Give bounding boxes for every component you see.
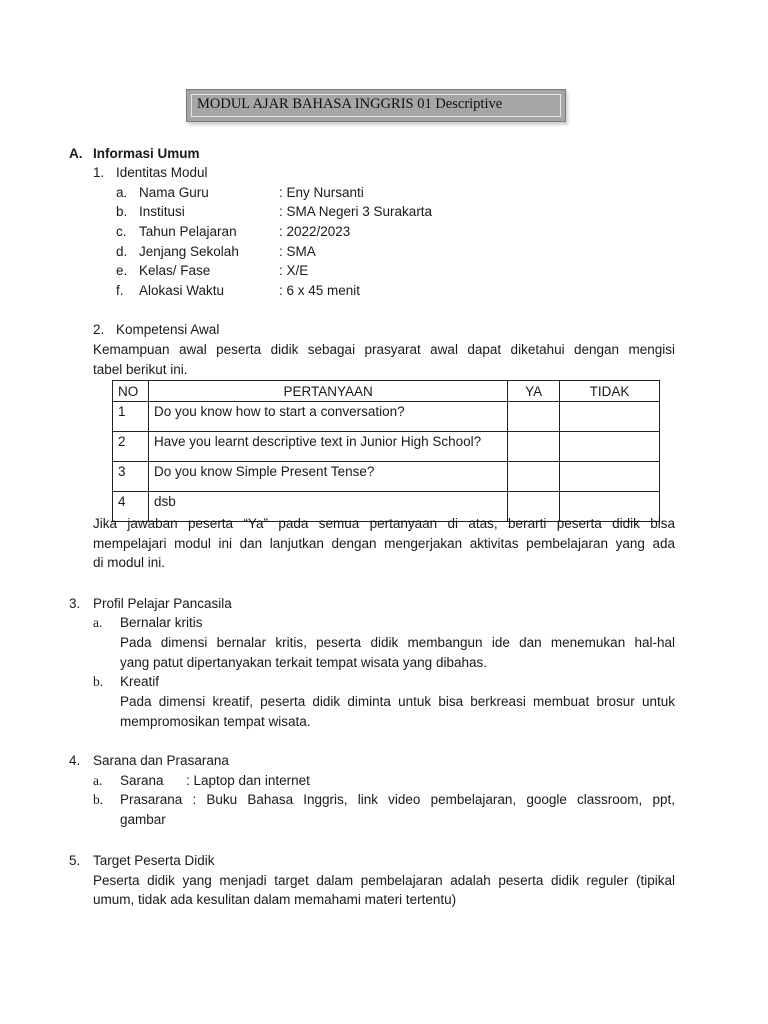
- document-title: MODUL AJAR BAHASA INGGRIS 01 Descriptive: [197, 96, 503, 112]
- identitas-item-label: Kelas/ Fase: [139, 263, 211, 278]
- profil-b-text: mempromosikan tempat wisata.: [120, 714, 311, 729]
- section-a-letter: A.: [69, 146, 83, 161]
- identitas-item-value: : SMA Negeri 3 Surakarta: [279, 204, 433, 219]
- table-row: [113, 402, 660, 432]
- row-question: Have you learnt descriptive text in Junior High School?: [148, 432, 507, 462]
- kompetensi-intro-line: Kemampuan awal peserta didik sebagai prasyarat awal dapat diketahui dengan mengisi: [93, 342, 675, 357]
- sarana-b-text: Prasarana : Buku Bahasa Inggris, link video pembelajaran, google classroom, ppt,: [120, 792, 675, 807]
- row-no: 4: [113, 492, 149, 522]
- sarana-b-letter: b.: [93, 792, 104, 807]
- target-text: umum, tidak ada kesulitan dalam memahami materi tertentu): [93, 892, 457, 907]
- row-ya-cell: [508, 432, 560, 462]
- identitas-item-value: : X/E: [279, 263, 309, 278]
- target-text: Peserta didik yang menjadi target dalam pembelajaran adalah peserta didik reguler (tipikal: [93, 873, 675, 888]
- row-tidak-cell: [560, 432, 660, 462]
- row-ya-cell: [508, 462, 560, 492]
- profil-a-label: Bernalar kritis: [120, 615, 203, 630]
- identitas-item-letter: b.: [116, 204, 128, 219]
- profil-number: 3.: [69, 596, 81, 611]
- identitas-item-value: : Eny Nursanti: [279, 185, 364, 200]
- row-tidak-cell: [560, 402, 660, 432]
- identitas-item-letter: f.: [116, 283, 124, 298]
- row-no: 2: [113, 432, 149, 462]
- kompetensi-after-line: mempelajari modul ini dan lanjutkan dengan mengerjakan aktivitas pembelajaran yang ada: [93, 536, 675, 551]
- kompetensi-heading: Kompetensi Awal: [116, 322, 220, 337]
- header-no: NO: [113, 381, 149, 402]
- row-tidak-cell: [560, 462, 660, 492]
- profil-a-text: Pada dimensi bernalar kritis, peserta didik membangun ide dan menemukan hal-hal: [120, 635, 675, 650]
- row-ya-cell: [508, 402, 560, 432]
- target-number: 5.: [69, 853, 81, 868]
- identitas-item-letter: c.: [116, 224, 127, 239]
- identitas-item-label: Alokasi Waktu: [139, 283, 225, 298]
- profil-b-letter: b.: [93, 674, 104, 689]
- kompetensi-table: [112, 380, 660, 522]
- kompetensi-after-line: di modul ini.: [93, 555, 166, 570]
- sarana-a-value: : Laptop dan internet: [186, 773, 310, 788]
- sarana-a-label: Sarana: [120, 773, 164, 788]
- row-no: 3: [113, 462, 149, 492]
- row-question: Do you know how to start a conversation?: [148, 402, 507, 432]
- identitas-item-letter: e.: [116, 263, 128, 278]
- kompetensi-intro-line: tabel berikut ini.: [93, 362, 188, 377]
- identitas-item-label: Institusi: [139, 204, 185, 219]
- kompetensi-after-line: Jika jawaban peserta “Ya” pada semua pertanyaan di atas, berarti peserta didik bisa: [93, 516, 675, 531]
- identitas-item-label: Nama Guru: [139, 185, 209, 200]
- section-a-heading: Informasi Umum: [93, 146, 200, 161]
- header-ya: YA: [508, 381, 560, 402]
- identitas-item-letter: a.: [116, 185, 128, 200]
- sarana-heading: Sarana dan Prasarana: [93, 753, 229, 768]
- target-heading: Target Peserta Didik: [93, 853, 215, 868]
- identitas-item-value: : 6 x 45 menit: [279, 283, 361, 298]
- identitas-heading: Identitas Modul: [116, 165, 208, 180]
- identitas-item-value: : SMA: [279, 244, 316, 259]
- profil-b-text: Pada dimensi kreatif, peserta didik diminta untuk bisa berkreasi membuat brosur untuk: [120, 694, 675, 709]
- sarana-a-letter: a.: [93, 773, 103, 788]
- title-box: [186, 89, 566, 122]
- identitas-item-value: : 2022/2023: [279, 224, 351, 239]
- identitas-item-letter: d.: [116, 244, 128, 259]
- table-row: [113, 462, 660, 492]
- row-question: Do you know Simple Present Tense?: [148, 462, 507, 492]
- table-row: [113, 432, 660, 462]
- header-tidak: TIDAK: [560, 381, 660, 402]
- header-pertanyaan: PERTANYAAN: [148, 381, 507, 402]
- profil-heading: Profil Pelajar Pancasila: [93, 596, 232, 611]
- identitas-number: 1.: [93, 165, 105, 180]
- profil-a-text: yang patut dipertanyakan terkait tempat wisata yang dibahas.: [120, 655, 487, 670]
- sarana-b-text: gambar: [120, 812, 166, 827]
- row-no: 1: [113, 402, 149, 432]
- profil-b-label: Kreatif: [120, 674, 160, 689]
- sarana-number: 4.: [69, 753, 81, 768]
- identitas-item-label: Tahun Pelajaran: [139, 224, 237, 239]
- profil-a-letter: a.: [93, 615, 103, 630]
- kompetensi-number: 2.: [93, 322, 105, 337]
- identitas-item-label: Jenjang Sekolah: [139, 244, 239, 259]
- row-question: dsb: [148, 492, 507, 522]
- table-header-row: [113, 381, 660, 402]
